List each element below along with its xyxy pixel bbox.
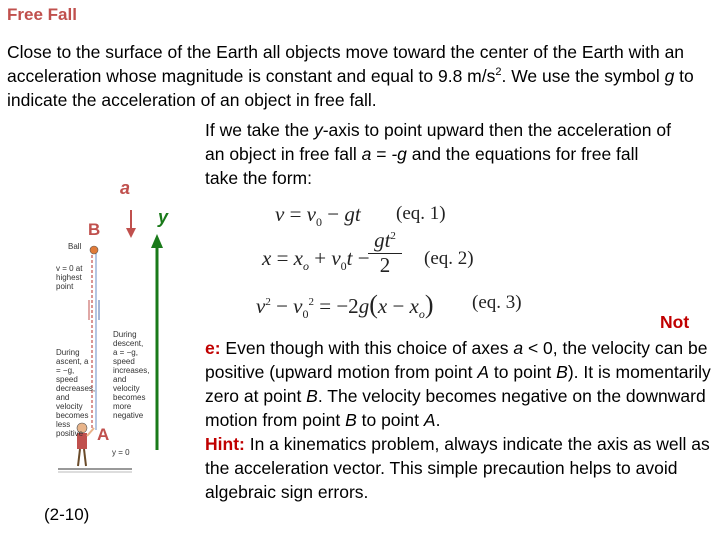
acceleration-arrow-head [126,228,136,238]
equation-2-fraction: $gt^2$ 2 [368,228,402,276]
equation-3-label: (eq. 3) [472,292,522,313]
person-leg-left [78,449,80,466]
descent-caption: During descent, a = −g, speed increases, and velocity becomes more negative [113,330,150,420]
top-caption: v = 0 at highest point [56,264,83,291]
y-axis-arrow-head [151,234,163,248]
note-paragraph: e: Even though with this choice of axes a < 0, the velocity can be positive (upward motion from point A to point B). It is momentarily zero at point B. The velocity becomes negative on the downward motion from point B to point A. Hint: In a kinematics problem, always indicate the axis as well as the acceleration vector. This simple precaution helps to avoid algebraic sign errors. [205,338,711,502]
page-title: Free Fall [7,5,77,24]
axis-paragraph: If we take the y-axis to point upward then the acceleration of an object in free fall a = -g and the equations for free fall take the form: [205,120,671,188]
y-axis-label: y [158,207,169,227]
ascent-caption: During ascent, a = −g, speed decreases, and velocity becomes less positive [56,348,96,438]
figure-number: (2-10) [44,505,90,524]
acceleration-label: a [120,178,131,198]
equation-1-label: (eq. 1) [396,203,446,224]
ball-caption: Ball [68,242,82,251]
intro-paragraph: Close to the surface of the Earth all objects move toward the center of the Earth with an acceleration whose magnitude is constant and equal to 9.8 $m/s^2$. We use the symbol g to indicate the acceleration of an object in free fall. [7,42,694,110]
point-b-label: B [88,220,101,239]
point-a-label: A [97,425,110,444]
ball-icon [90,246,98,254]
person-leg-right [84,449,86,466]
equation-2-label: (eq. 2) [424,248,474,269]
equation-2: $x = x_o + v_0t$ − [262,246,370,274]
y0-caption: y = 0 [112,448,130,457]
equation-1: $v = v_0$ − gt [275,202,361,230]
note-label-start: Not [660,312,690,332]
equation-3: $v^2 - v_0^2 = -2g(x - x_o)$ [256,290,434,322]
